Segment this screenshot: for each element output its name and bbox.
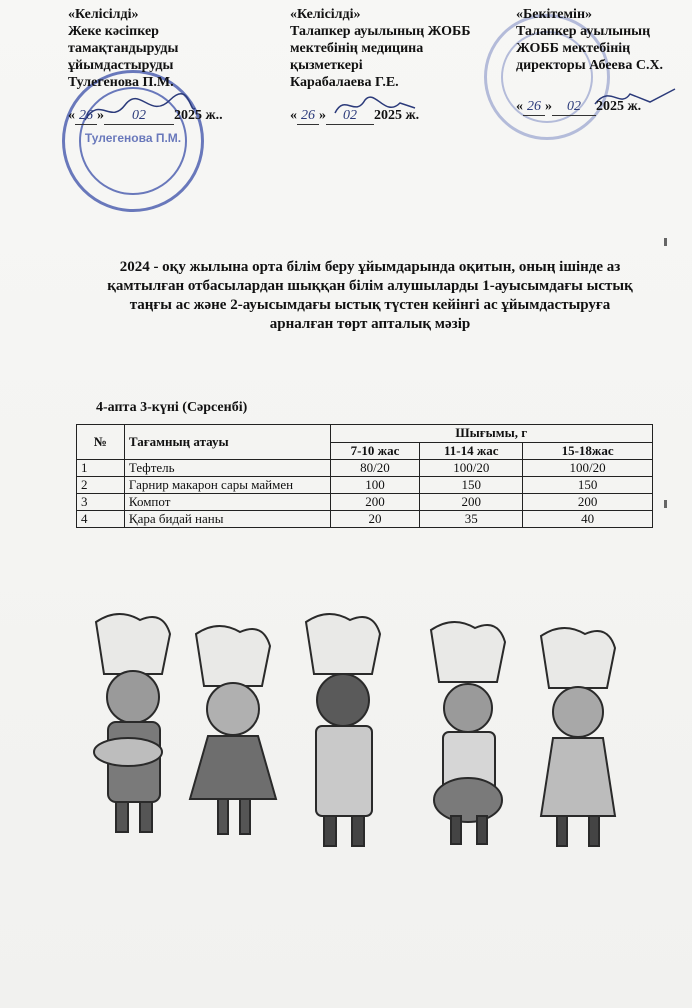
staple-mark: [664, 238, 667, 246]
approval-heading: «Келісілді»: [290, 7, 361, 22]
chef-figure: [431, 622, 505, 844]
date-month: 02: [326, 107, 374, 125]
approval-line: Жеке кәсіпкер: [68, 24, 159, 39]
header-yield: Шығымы, г: [330, 425, 652, 443]
approval-block-entrepreneur: [68, 6, 278, 125]
table-row: [77, 511, 653, 528]
cell-yield: 150: [523, 477, 653, 494]
cell-yield: 40: [523, 511, 653, 528]
date-month: 02: [552, 98, 596, 116]
cell-dish: Тефтель: [124, 460, 330, 477]
approval-date: « 26 » 02 2025 ж..: [68, 108, 223, 123]
cell-yield: 100/20: [420, 460, 523, 477]
cell-yield: 100: [330, 477, 420, 494]
approval-line: Талапкер ауылының: [516, 24, 651, 39]
chef-figure: [94, 614, 170, 832]
cell-yield: 150: [420, 477, 523, 494]
cell-yield: 200: [420, 494, 523, 511]
kids-chefs-illustration: [78, 612, 638, 862]
cell-yield: 200: [330, 494, 420, 511]
cell-yield: 20: [330, 511, 420, 528]
date-month: 02: [104, 107, 174, 125]
cell-no: 4: [77, 511, 125, 528]
header-dish-name: Тағамның атауы: [124, 425, 330, 460]
cell-no: 3: [77, 494, 125, 511]
date-year: 2025 ж.: [374, 108, 420, 123]
approval-date: « 26 » 02 2025 ж.: [290, 108, 420, 123]
date-year: 2025 ж.: [596, 99, 642, 114]
chef-figure: [306, 614, 380, 846]
title-line: 2024 - оқу жылына орта білім беру ұйымдарында оқитын, оның ішінде аз: [119, 259, 621, 275]
cell-dish: Қара бидай наны: [124, 511, 330, 528]
approval-date: « 26 » 02 2025 ж.: [516, 99, 642, 114]
approval-line: қызметкері: [290, 58, 363, 73]
approval-line: ұйымдастыруды: [68, 58, 174, 73]
approval-block-medical: [290, 6, 500, 125]
header-age-11-14: 11-14 жас: [420, 442, 523, 460]
cell-yield: 200: [523, 494, 653, 511]
title-line: арналған төрт апталық мәзір: [269, 316, 471, 332]
cell-dish: Гарнир макарон сары маймен: [124, 477, 330, 494]
approval-line: ЖОББ мектебінің: [516, 41, 631, 56]
week-day-label: 4-апта 3-күні (Сәрсенбі): [96, 400, 248, 415]
cell-no: 1: [77, 460, 125, 477]
cell-yield: 35: [420, 511, 523, 528]
header-no: №: [77, 425, 125, 460]
menu-table: [76, 424, 653, 528]
date-day: 26: [297, 107, 319, 125]
table-row: [77, 477, 653, 494]
chef-figure: [541, 628, 615, 846]
stamp-name-text: Тулегенова П.М.: [84, 131, 182, 145]
cell-dish: Компот: [124, 494, 330, 511]
date-day: 26: [523, 98, 545, 116]
approval-line: мектебінің медицина: [290, 41, 424, 56]
cell-yield: 80/20: [330, 460, 420, 477]
document-title: [70, 258, 670, 334]
approval-block-director: [516, 6, 692, 116]
approval-line: Тулегенова П.М.: [68, 75, 174, 90]
date-year: 2025 ж..: [174, 108, 223, 123]
cell-no: 2: [77, 477, 125, 494]
chef-figure: [190, 626, 276, 834]
header-age-15-18: 15-18жас: [523, 442, 653, 460]
title-line: қамтылған отбасылардан шыққан білім алушыларды 1-ауысымдағы ыстық: [107, 278, 633, 294]
approval-heading: «Келісілді»: [68, 7, 139, 22]
approval-line: Талапкер ауылының ЖОББ: [290, 24, 471, 39]
approval-line: директоры Абеева С.Х.: [516, 58, 664, 73]
date-day: 26: [75, 107, 97, 125]
approval-line: тамақтандыруды: [68, 41, 179, 56]
title-line: таңғы ас және 2-ауысымдағы ыстық түстен кейінгі ас ұйымдастыруға: [129, 297, 611, 313]
cell-yield: 100/20: [523, 460, 653, 477]
table-row: [77, 460, 653, 477]
header-age-7-10: 7-10 жас: [330, 442, 420, 460]
approval-heading: «Бекітемін»: [516, 7, 593, 22]
table-row: [77, 494, 653, 511]
staple-mark: [664, 500, 667, 508]
approval-line: Карабалаева Г.Е.: [290, 75, 399, 90]
